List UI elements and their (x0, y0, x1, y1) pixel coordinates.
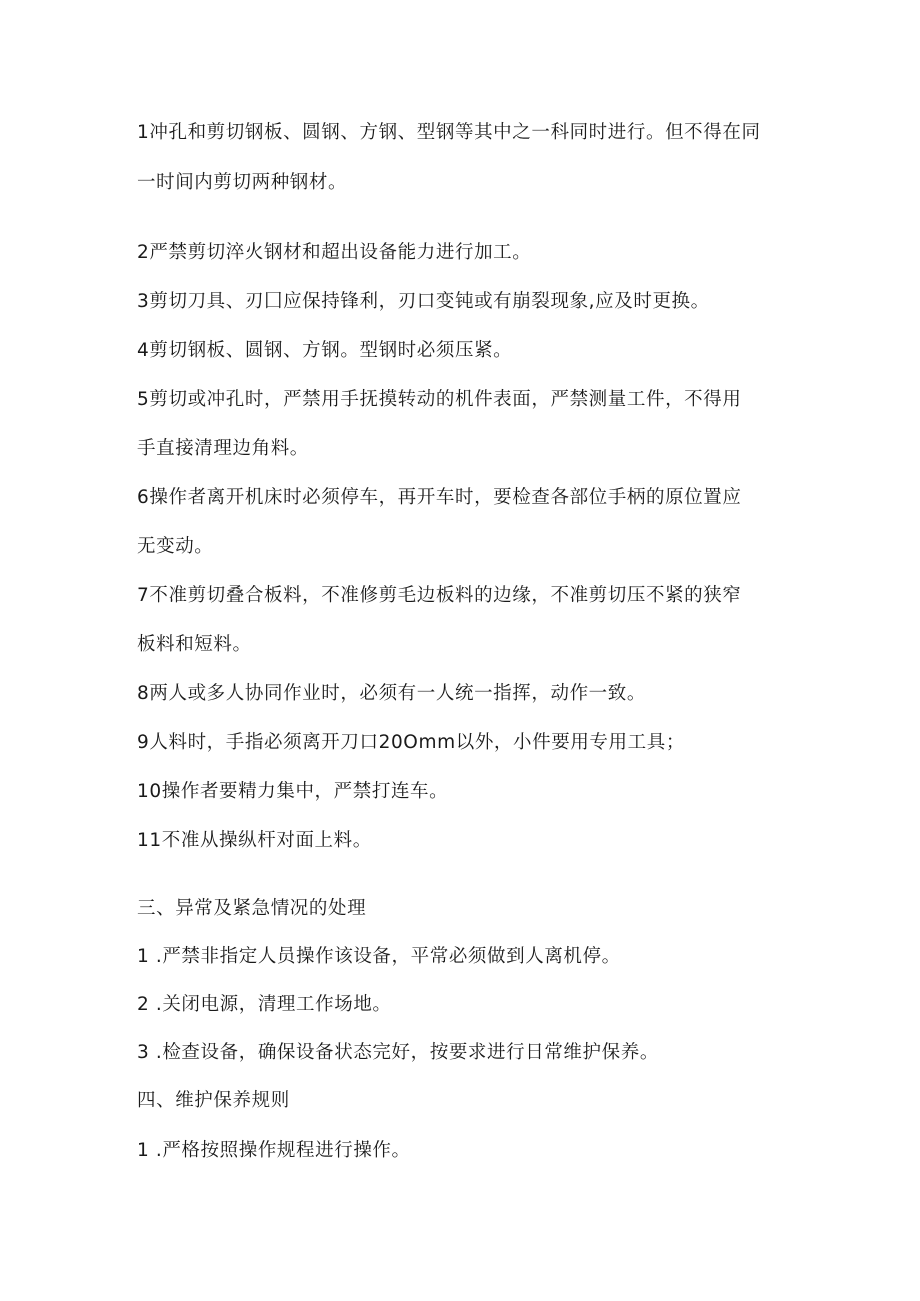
text-line: 无变动。 (137, 536, 214, 557)
section-heading: 四、维护保养规则 (137, 1090, 290, 1111)
text-line: 板料和短料。 (137, 634, 252, 655)
text-line: 9人料时，手指必须离开刀口20Omm以外，小件要用专用工具； (137, 732, 685, 753)
text-line: 1 .严格按照操作规程进行操作。 (137, 1140, 411, 1161)
text-line: 3 .检查设备，确保设备状态完好，按要求进行日常维护保养。 (137, 1042, 659, 1063)
text-line: 6操作者离开机床时必须停车，再开车时，要检查各部位手柄的原位置应 (137, 487, 742, 508)
text-line: 5剪切或冲孔时，严禁用手抚摸转动的机件表面，严禁测量工件，不得用 (137, 389, 742, 410)
text-line: 11不准从操纵杆对面上料。 (137, 830, 372, 851)
text-line: 3剪切刀具、刃囗应保持锋利，刃口变钝或有崩裂现象,应及时更换。 (137, 291, 710, 312)
text-line: 1冲孔和剪切钢板、圆钢、方钢、型钢等其中之一科同时进行。但不得在同 (137, 122, 761, 143)
text-line: 7不准剪切叠合板料，不准修剪毛边板料的边缘，不准剪切压不紧的狭窄 (137, 585, 742, 606)
text-line: 手直接清理边角料。 (137, 438, 309, 459)
text-line: 2严禁剪切淬火钢材和超出设备能力进行加工。 (137, 242, 532, 263)
text-line: 8两人或多人协同作业时，必须有一人统一指挥，动作一致。 (137, 683, 646, 704)
text-line: 2 .关闭电源，清理工作场地。 (137, 994, 392, 1015)
text-line: 4剪切钢板、圆钢、方钢。型钢时必须压紧。 (137, 340, 513, 361)
text-line: 10操作者要精力集中，严禁打连车。 (137, 781, 449, 802)
section-heading: 三、异常及紧急情况的处理 (137, 898, 367, 919)
text-line: 一时间内剪切两种钢材。 (137, 172, 348, 193)
text-line: 1 .严禁非指定人员操作该设备，平常必须做到人离机停。 (137, 946, 621, 967)
